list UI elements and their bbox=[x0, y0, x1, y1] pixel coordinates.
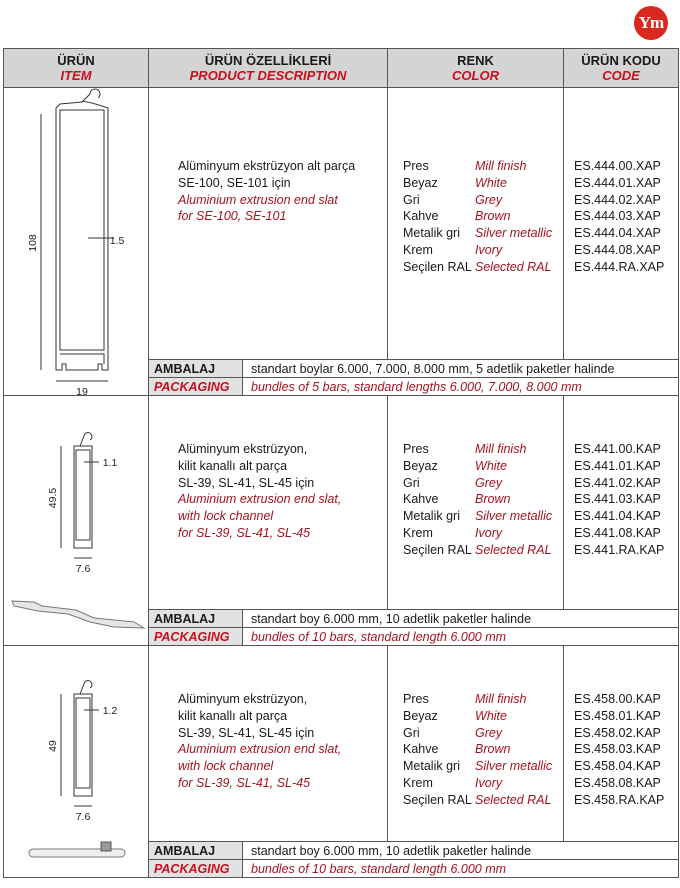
color-option bbox=[403, 242, 563, 259]
description-tr-line: Alüminyum ekstrüzyon alt parça bbox=[178, 159, 356, 173]
product-code: ES.441.RA.KAP bbox=[574, 542, 665, 557]
product-code: ES.444.RA.XAP bbox=[574, 259, 665, 274]
color-name-en: White bbox=[475, 458, 507, 473]
color-option bbox=[403, 475, 563, 492]
color-name-en: Grey bbox=[475, 192, 503, 207]
color-name-en: Silver metallic bbox=[475, 759, 553, 774]
product-description bbox=[149, 396, 388, 610]
packaging-text-tr: standart boylar 6.000, 7.000, 8.000 mm, 5 adetlik paketler halinde bbox=[243, 360, 679, 378]
product-code: ES.458.01.KAP bbox=[574, 708, 661, 723]
description-en-line: for SE-100, SE-101 bbox=[178, 209, 287, 224]
color-name-en: Selected RAL bbox=[475, 542, 552, 557]
color-name-en: Brown bbox=[475, 492, 511, 507]
brand-logo: Ym bbox=[634, 6, 668, 40]
color-option bbox=[403, 158, 563, 175]
lock-knob-icon bbox=[101, 842, 111, 851]
color-option bbox=[403, 525, 563, 542]
color-name-en: Silver metallic bbox=[475, 509, 553, 524]
product-code: ES.444.01.XAP bbox=[574, 175, 661, 190]
product-code: ES.444.03.XAP bbox=[574, 209, 661, 224]
color-option bbox=[403, 491, 563, 508]
color-option bbox=[403, 192, 563, 209]
width-dimension: 7.6 bbox=[75, 811, 91, 823]
color-option bbox=[403, 458, 563, 475]
packaging-label-tr: AMBALAJ bbox=[149, 360, 243, 378]
product-row-3 bbox=[4, 646, 679, 842]
profile-drawing bbox=[4, 396, 149, 646]
color-name-en: Selected RAL bbox=[475, 792, 552, 807]
color-name-tr: Kahve bbox=[403, 492, 439, 507]
header-color bbox=[388, 49, 564, 88]
product-code: ES.441.04.KAP bbox=[574, 509, 661, 524]
color-option bbox=[403, 708, 563, 725]
packaging-text-en: bundles of 10 bars, standard length 6.000 mm bbox=[243, 860, 679, 878]
profile-base bbox=[60, 354, 104, 364]
thickness-dimension: 1.2 bbox=[102, 705, 118, 717]
table-header bbox=[4, 49, 679, 88]
product-drawing-cell bbox=[4, 646, 149, 878]
description-en-line: with lock channel bbox=[178, 759, 274, 774]
packaging-text-tr: standart boy 6.000 mm, 10 adetlik paketler halinde bbox=[243, 842, 679, 860]
profile-inner bbox=[76, 698, 90, 788]
header-color-tr: RENK bbox=[457, 53, 494, 68]
packaging-label-en: PACKAGING bbox=[149, 378, 243, 396]
product-code: ES.458.00.KAP bbox=[574, 692, 661, 706]
color-option bbox=[403, 542, 563, 559]
description-en-line: Aluminium extrusion end slat, bbox=[178, 492, 342, 507]
packaging-text-tr: standart boy 6.000 mm, 10 adetlik paketler halinde bbox=[243, 610, 679, 628]
color-name-en: Silver metallic bbox=[475, 226, 553, 241]
profile-outline bbox=[56, 102, 108, 370]
color-name-en: Ivory bbox=[475, 525, 503, 540]
profile-outline bbox=[74, 694, 92, 796]
description-tr-line: kilit kanallı alt parça bbox=[178, 458, 288, 473]
profile-inner bbox=[60, 110, 104, 350]
profile-drawing bbox=[4, 88, 149, 396]
height-dimension: 108 bbox=[27, 234, 39, 252]
product-code: ES.444.02.XAP bbox=[574, 192, 661, 207]
header-description-tr: ÜRÜN ÖZELLİKLERİ bbox=[204, 53, 332, 68]
description-en-line: for SL-39, SL-41, SL-45 bbox=[178, 525, 311, 540]
color-name-tr: Seçilen RAL bbox=[403, 542, 472, 557]
color-name-tr: Gri bbox=[403, 475, 420, 490]
product-code: ES.441.01.KAP bbox=[574, 458, 661, 473]
product-code: ES.444.00.XAP bbox=[574, 159, 661, 173]
product-description bbox=[149, 88, 388, 360]
color-option bbox=[403, 175, 563, 192]
hook-icon bbox=[82, 89, 100, 102]
product-code: ES.458.04.KAP bbox=[574, 759, 661, 774]
hook-icon bbox=[80, 681, 92, 694]
color-option bbox=[403, 775, 563, 792]
color-option bbox=[403, 792, 563, 809]
color-option bbox=[403, 741, 563, 758]
color-name-en: Selected RAL bbox=[475, 259, 552, 274]
code-list bbox=[564, 88, 679, 360]
product-code: ES.444.08.XAP bbox=[574, 242, 661, 257]
packaging-label-en: PACKAGING bbox=[149, 860, 243, 878]
code-list bbox=[564, 646, 679, 842]
hook-icon bbox=[80, 433, 92, 446]
product-code: ES.458.RA.KAP bbox=[574, 792, 665, 807]
color-name-tr: Kahve bbox=[403, 742, 439, 757]
color-option bbox=[403, 758, 563, 775]
color-name-tr: Pres bbox=[403, 692, 429, 706]
color-option bbox=[403, 508, 563, 525]
width-dimension: 7.6 bbox=[75, 563, 91, 575]
product-code: ES.458.08.KAP bbox=[574, 775, 661, 790]
color-name-en: Mill finish bbox=[475, 442, 527, 456]
description-tr-line: SL-39, SL-41, SL-45 için bbox=[178, 725, 315, 740]
code-list bbox=[564, 396, 679, 610]
header-item bbox=[4, 49, 149, 88]
color-name-tr: Seçilen RAL bbox=[403, 259, 472, 274]
description-en-line: Aluminium extrusion end slat, bbox=[178, 742, 342, 757]
description-en-line: Aluminium extrusion end slat bbox=[178, 192, 338, 207]
product-row-2 bbox=[4, 396, 679, 610]
packaging-label-tr: AMBALAJ bbox=[149, 842, 243, 860]
color-name-en: Mill finish bbox=[475, 692, 527, 706]
product-drawing-cell bbox=[4, 396, 149, 646]
color-name-tr: Pres bbox=[403, 159, 429, 173]
header-item-en: ITEM bbox=[60, 68, 92, 83]
color-name-en: Mill finish bbox=[475, 159, 527, 173]
product-code: ES.444.04.XAP bbox=[574, 226, 661, 241]
color-list bbox=[388, 646, 564, 842]
color-name-en: Grey bbox=[475, 475, 503, 490]
color-name-en: White bbox=[475, 175, 507, 190]
thickness-dimension: 1.1 bbox=[102, 457, 118, 469]
description-en-line: with lock channel bbox=[178, 509, 274, 524]
color-option bbox=[403, 725, 563, 742]
header-description-en: PRODUCT DESCRIPTION bbox=[189, 68, 347, 83]
color-name-tr: Beyaz bbox=[403, 708, 438, 723]
product-code: ES.458.02.KAP bbox=[574, 725, 661, 740]
product-code: ES.441.08.KAP bbox=[574, 525, 661, 540]
color-name-tr: Metalik gri bbox=[403, 759, 460, 774]
description-tr-line: Alüminyum ekstrüzyon, bbox=[178, 442, 308, 456]
header-code-tr: ÜRÜN KODU bbox=[581, 53, 661, 68]
color-name-en: Brown bbox=[475, 209, 511, 224]
product-drawing-cell bbox=[4, 88, 149, 396]
profile-drawing bbox=[4, 646, 149, 878]
color-option bbox=[403, 225, 563, 242]
slat-end-tool-icon bbox=[12, 601, 144, 628]
color-name-tr: Beyaz bbox=[403, 458, 438, 473]
profile-inner bbox=[76, 450, 90, 540]
color-option bbox=[403, 441, 563, 458]
description-tr-line: Alüminyum ekstrüzyon, bbox=[178, 692, 308, 706]
product-row-1 bbox=[4, 88, 679, 360]
header-code-en: CODE bbox=[602, 68, 640, 83]
product-code: ES.441.00.KAP bbox=[574, 442, 661, 456]
color-option bbox=[403, 691, 563, 708]
color-name-en: Ivory bbox=[475, 775, 503, 790]
description-en-line: for SL-39, SL-41, SL-45 bbox=[178, 775, 311, 790]
header-code bbox=[564, 49, 679, 88]
height-dimension: 49 bbox=[47, 740, 59, 752]
product-table bbox=[3, 48, 679, 878]
width-dimension: 19 bbox=[76, 386, 88, 396]
profile-outline bbox=[74, 446, 92, 548]
color-name-tr: Krem bbox=[403, 525, 433, 540]
color-name-tr: Metalik gri bbox=[403, 226, 460, 241]
header-color-en: COLOR bbox=[452, 68, 499, 83]
color-name-en: White bbox=[475, 708, 507, 723]
color-name-tr: Gri bbox=[403, 192, 420, 207]
color-option bbox=[403, 208, 563, 225]
color-name-en: Ivory bbox=[475, 242, 503, 257]
color-name-en: Brown bbox=[475, 742, 511, 757]
product-code: ES.458.03.KAP bbox=[574, 742, 661, 757]
color-name-tr: Gri bbox=[403, 725, 420, 740]
product-code: ES.441.03.KAP bbox=[574, 492, 661, 507]
packaging-text-en: bundles of 5 bars, standard lengths 6.000, 7.000, 8.000 mm bbox=[243, 378, 679, 396]
color-name-tr: Krem bbox=[403, 775, 433, 790]
color-name-tr: Beyaz bbox=[403, 175, 438, 190]
color-list bbox=[388, 88, 564, 360]
product-code: ES.441.02.KAP bbox=[574, 475, 661, 490]
description-tr-line: kilit kanallı alt parça bbox=[178, 708, 288, 723]
height-dimension: 49.5 bbox=[47, 487, 59, 509]
color-name-en: Grey bbox=[475, 725, 503, 740]
packaging-label-en: PACKAGING bbox=[149, 628, 243, 646]
color-list bbox=[388, 396, 564, 610]
description-tr-line: SE-100, SE-101 için bbox=[178, 175, 291, 190]
packaging-text-en: bundles of 10 bars, standard length 6.000 mm bbox=[243, 628, 679, 646]
packaging-label-tr: AMBALAJ bbox=[149, 610, 243, 628]
header-item-tr: ÜRÜN bbox=[57, 53, 95, 68]
color-option bbox=[403, 259, 563, 276]
color-name-tr: Seçilen RAL bbox=[403, 792, 472, 807]
header-description bbox=[149, 49, 388, 88]
description-tr-line: SL-39, SL-41, SL-45 için bbox=[178, 475, 315, 490]
color-name-tr: Pres bbox=[403, 442, 429, 456]
product-description bbox=[149, 646, 388, 842]
color-name-tr: Metalik gri bbox=[403, 509, 460, 524]
color-name-tr: Krem bbox=[403, 242, 433, 257]
thickness-dimension: 1.5 bbox=[109, 235, 125, 247]
color-name-tr: Kahve bbox=[403, 209, 439, 224]
